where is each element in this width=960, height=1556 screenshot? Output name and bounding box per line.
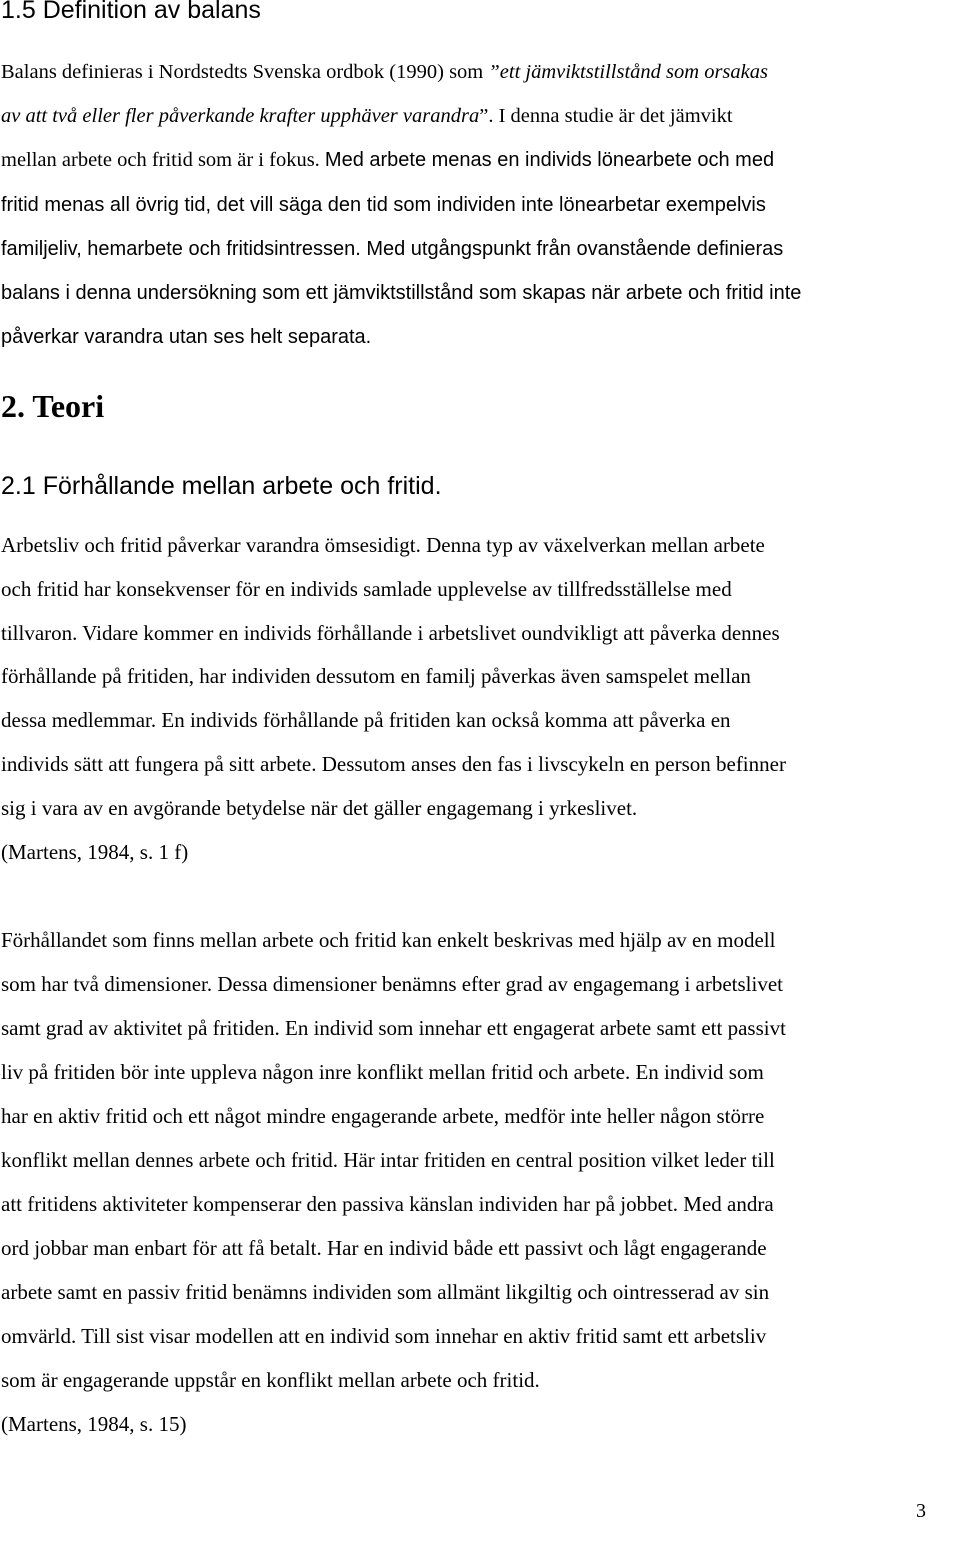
definition-paragraph — [1, 50, 959, 359]
citation: (Martens, 1984, s. 1 f) — [1, 839, 189, 864]
paragraph-line: omvärld. Till sist visar modellen att en individ som innehar en aktiv fritid samt ett arbetsliv — [1, 1324, 767, 1348]
citation: (Martens, 1984, s. 15) — [1, 1412, 187, 1436]
paragraph-line: arbete samt en passiv fritid benämns individen som allmänt likgiltig och ointresserad av sin — [1, 1280, 770, 1304]
section-heading-2: 2. Teori — [1, 388, 105, 424]
page-number: 3 — [916, 1500, 926, 1522]
paragraph-line: fritid menas all övrig tid, det vill säga den tid som individen inte lönearbetar exempelvis — [1, 193, 766, 216]
paragraph-line: mellan arbete och fritid som är i fokus. Med arbete menas en individs lönearbete och med — [1, 149, 775, 172]
section-heading-1-5: 1.5 Definition av balans — [1, 0, 261, 24]
paragraph-line: liv på fritiden bör inte uppleva någon inre konflikt mellan fritid och arbete. En individ som — [1, 1060, 764, 1084]
paragraph-line: ord jobbar man enbart för att få betalt. Har en individ både ett passivt och lågt engagerande — [1, 1236, 767, 1260]
paragraph-line: som är engagerande uppstår en konflikt mellan arbete och fritid. — [1, 1368, 540, 1392]
paragraph-line: har en aktiv fritid och ett något mindre engagerande arbete, medför inte heller någon större — [1, 1104, 765, 1128]
paragraph-line: sig i vara av en avgörande betydelse när det gäller engagemang i yrkeslivet. — [1, 795, 638, 820]
theory-paragraph-2 — [1, 918, 959, 1446]
paragraph-line: dessa medlemmar. En individs förhållande på fritiden kan också komma att påverka en — [1, 708, 731, 733]
paragraph-line: individs sätt att fungera på sitt arbete. Dessutom anses den fas i livscykeln en person befinner — [1, 751, 786, 776]
paragraph-line: Arbetsliv och fritid påverkar varandra ömsesidigt. Denna typ av växelverkan mellan arbete — [1, 533, 765, 557]
paragraph-line: och fritid har konsekvenser för en individs samlade upplevelse av tillfredsställelse med — [1, 576, 732, 601]
paragraph-line: påverkar varandra utan ses helt separata. — [1, 326, 372, 349]
paragraph-line: av att två eller fler påverkande krafter upphäver varandra”. I denna studie är det jämvikt — [1, 105, 733, 128]
paragraph-line: samt grad av aktivitet på fritiden. En individ som innehar ett engagerat arbete samt ett passivt — [1, 1016, 786, 1040]
paragraph-line: som har två dimensioner. Dessa dimensioner benämns efter grad av engagemang i arbetslivet — [1, 972, 784, 996]
paragraph-line: förhållande på fritiden, har individen dessutom en familj påverkas även samspelet mellan — [1, 664, 751, 689]
paragraph-line: Förhållandet som finns mellan arbete och fritid kan enkelt beskrivas med hjälp av en modell — [1, 928, 776, 952]
section-heading-2-1: 2.1 Förhållande mellan arbete och fritid. — [1, 472, 442, 500]
paragraph-line: att fritidens aktiviteter kompenserar den passiva känslan individen har på jobbet. Med andra — [1, 1192, 774, 1216]
paragraph-line: tillvaron. Vidare kommer en individs förhållande i arbetslivet oundvikligt att påverka dennes — [1, 620, 780, 645]
paragraph-line: konflikt mellan dennes arbete och fritid. Här intar fritiden en central position vilket leder till — [1, 1148, 775, 1172]
theory-paragraph-1 — [1, 524, 959, 874]
paragraph-line: familjeliv, hemarbete och fritidsintressen. Med utgångspunkt från ovanstående definieras — [1, 237, 784, 260]
paragraph-line: Balans definieras i Nordstedts Svenska ordbok (1990) som ”ett jämviktstillstånd som orsakas — [1, 61, 768, 83]
paragraph-line: balans i denna undersökning som ett jämviktstillstånd som skapas när arbete och fritid inte — [1, 282, 802, 305]
